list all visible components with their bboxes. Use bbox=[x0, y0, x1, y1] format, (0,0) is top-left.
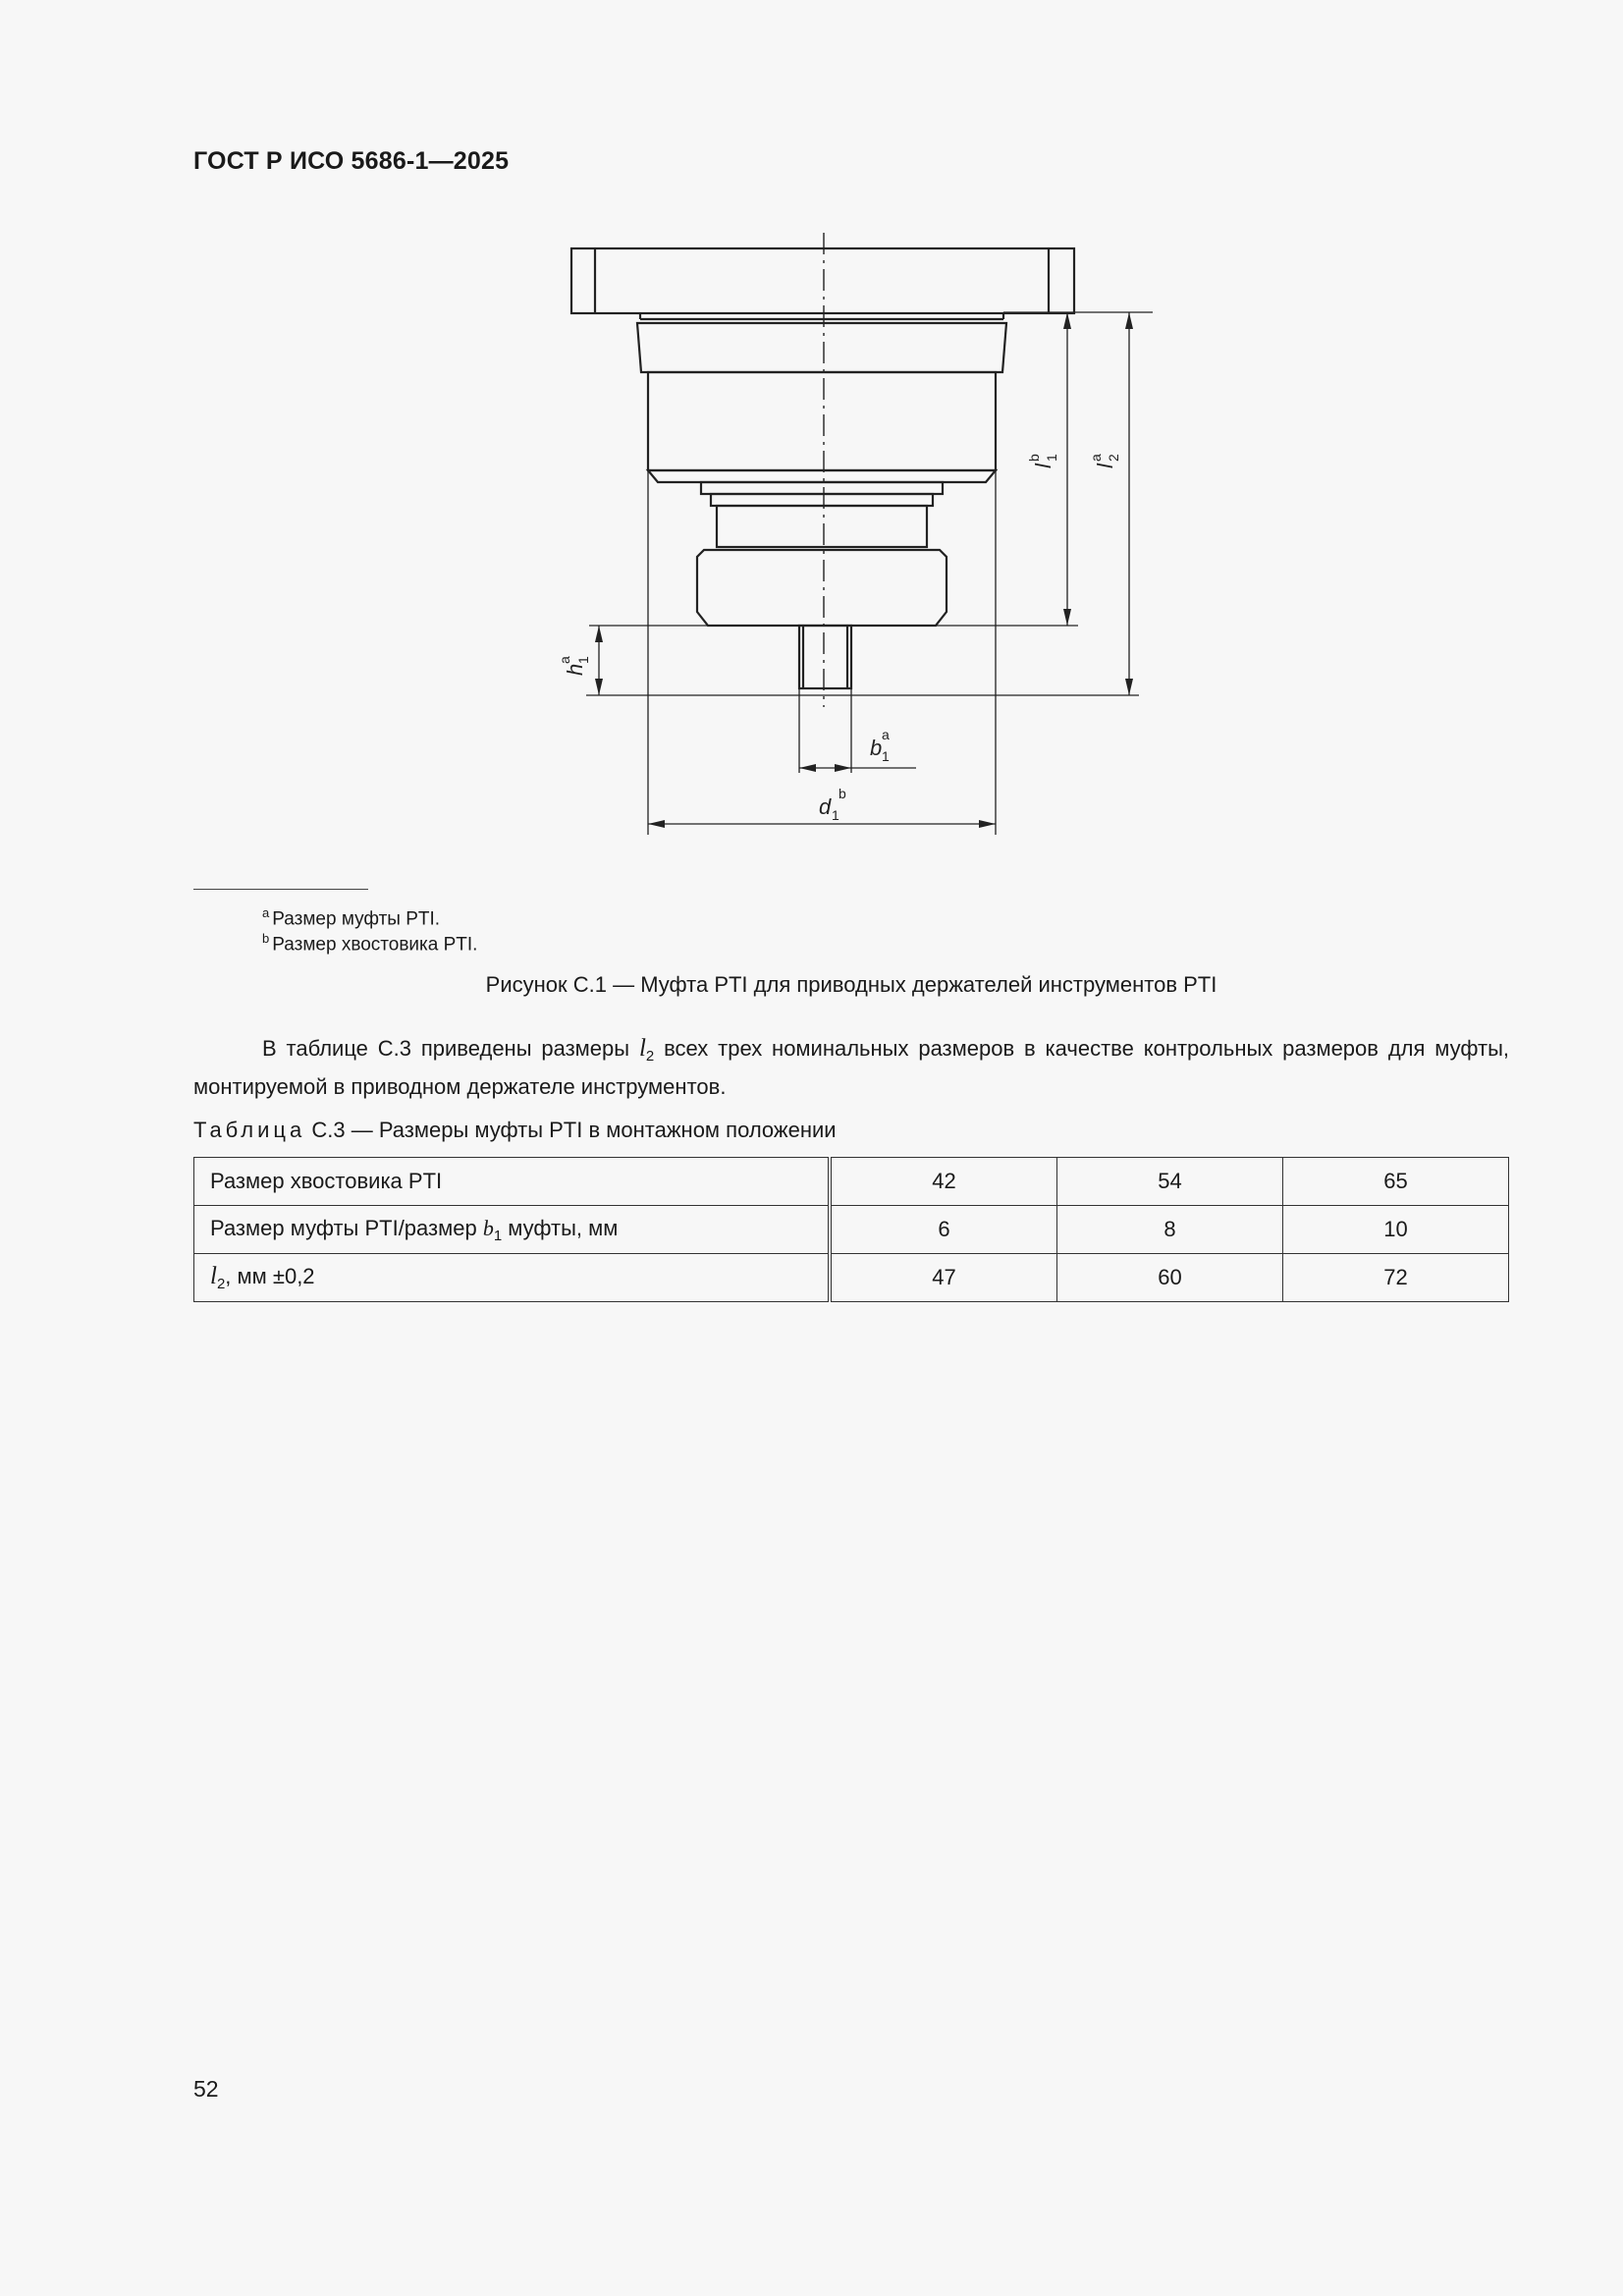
table-cell: 65 bbox=[1283, 1158, 1509, 1206]
footnote-b: $^b$ Размер хвостовика PTI. bbox=[262, 931, 478, 956]
coupling-drawing bbox=[530, 221, 1159, 849]
svg-text:l: l bbox=[1093, 464, 1117, 468]
svg-text:1: 1 bbox=[575, 656, 591, 664]
table-row bbox=[194, 1158, 1509, 1206]
svg-text:d: d bbox=[819, 794, 832, 819]
row-label: $l_2$, мм ±0,2 bbox=[194, 1254, 831, 1302]
table-cell: 72 bbox=[1283, 1254, 1509, 1302]
table-cell: 47 bbox=[830, 1254, 1057, 1302]
main-body bbox=[648, 372, 996, 470]
neck bbox=[717, 506, 927, 547]
l2-label bbox=[1088, 454, 1121, 468]
lower-collar bbox=[697, 550, 947, 626]
svg-text:1: 1 bbox=[832, 807, 839, 823]
h1-label bbox=[557, 656, 591, 676]
table-cell: 6 bbox=[830, 1206, 1057, 1254]
table-cell: 60 bbox=[1057, 1254, 1283, 1302]
footnote-a: $^a$ Размер муфты PTI. bbox=[262, 905, 441, 930]
body-chamfer bbox=[648, 470, 996, 482]
technical-drawing-svg bbox=[530, 221, 1159, 849]
svg-text:1: 1 bbox=[882, 748, 890, 764]
neck-ring bbox=[701, 482, 943, 494]
svg-text:b: b bbox=[1026, 454, 1042, 462]
svg-text:2: 2 bbox=[1106, 454, 1121, 462]
svg-text:a: a bbox=[557, 656, 572, 664]
table-row bbox=[194, 1206, 1509, 1254]
b1-label bbox=[870, 727, 890, 764]
figure-caption: Рисунок С.1 — Муфта PTI для приводных держателей инструментов PTI bbox=[485, 972, 1217, 997]
svg-text:a: a bbox=[1088, 454, 1104, 462]
flange-outline bbox=[571, 248, 1074, 313]
table-row bbox=[194, 1254, 1509, 1302]
table-cell: 54 bbox=[1057, 1158, 1283, 1206]
row-label: Размер муфты PTI/размер $b_1$ муфты, мм bbox=[194, 1206, 831, 1254]
dimensions-table bbox=[193, 1157, 1509, 1302]
document-header: ГОСТ Р ИСО 5686-1—2025 bbox=[193, 147, 510, 175]
svg-text:b: b bbox=[839, 786, 846, 801]
d1-label bbox=[819, 786, 846, 823]
footnote-divider bbox=[193, 889, 368, 890]
l1-label bbox=[1026, 454, 1059, 468]
row-label: Размер хвостовика PTI bbox=[194, 1158, 831, 1206]
table-cell: 10 bbox=[1283, 1206, 1509, 1254]
table-title: Таблица С.3 — Размеры муфты PTI в монтажном положении bbox=[193, 1118, 837, 1142]
svg-text:a: a bbox=[882, 727, 890, 742]
drive-tenon bbox=[799, 626, 851, 688]
svg-text:h: h bbox=[563, 663, 587, 676]
svg-text:b: b bbox=[870, 736, 883, 760]
body-paragraph: В таблице С.3 приведены размеры $l_2$ всех трех номинальных размеров в качестве контрольных размеров для муфты, монтируемой в приводном держателе инструментов. bbox=[193, 1035, 1509, 1099]
table-cell: 42 bbox=[830, 1158, 1057, 1206]
upper-band bbox=[637, 323, 1006, 372]
svg-text:l: l bbox=[1031, 464, 1055, 468]
svg-text:1: 1 bbox=[1044, 454, 1059, 462]
page-number: 52 bbox=[193, 2076, 219, 2102]
table-cell: 8 bbox=[1057, 1206, 1283, 1254]
